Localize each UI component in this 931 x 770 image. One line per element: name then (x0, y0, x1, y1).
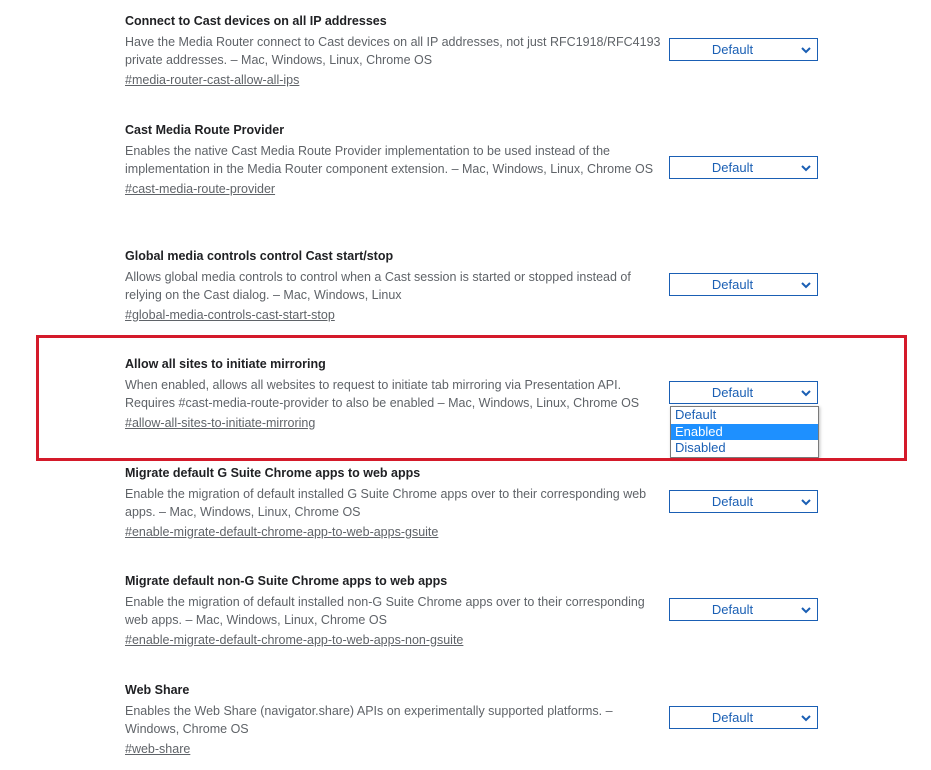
flag-description: Enables the Web Share (navigator.share) APIs on experimentally supported platforms. – Windows, Chrome OS (125, 704, 613, 736)
flag-description: Enables the native Cast Media Route Provider implementation to be used instead of the implementation in the Media Router component extension. – Mac, Windows, Linux, Chrome OS (125, 144, 654, 176)
flag-description: Allows global media controls to control when a Cast session is started or stopped instead of relying on the Cast dialog. – Mac, Windows, Linux (125, 270, 631, 302)
dropdown-option-enabled[interactable]: Enabled (671, 424, 818, 441)
flag-description: Have the Media Router connect to Cast devices on all IP addresses, not just RFC1918/RFC4193 private addresses. – Mac, Windows, Linux, Chrome OS (125, 35, 661, 67)
select-value: Default (711, 160, 754, 175)
flag-description: When enabled, allows all websites to request to initiate tab mirroring via Presentation API. Requires #cast-media-route-provider to also be enabled – Mac, Windows, Linux, Chrome OS (125, 378, 640, 410)
flag-item-media-router-cast-allow-all-ips (125, 13, 665, 89)
flag-permalink[interactable]: #enable-migrate-default-chrome-app-to-web-apps-gsuite (125, 525, 439, 539)
flag-item-enable-migrate-default-chrome-app-to-web-apps-gsuite (125, 465, 665, 541)
flag-select-global-media-controls-cast-start-stop[interactable] (669, 273, 818, 296)
flag-item-global-media-controls-cast-start-stop (125, 248, 665, 324)
chevron-down-icon (799, 43, 813, 57)
flag-permalink[interactable]: #web-share (125, 742, 191, 756)
chevron-down-icon (799, 386, 813, 400)
flag-select-enable-migrate-default-chrome-app-to-web-apps-gsuite[interactable] (669, 490, 818, 513)
flag-select-allow-all-sites-to-initiate-mirroring[interactable] (669, 381, 818, 404)
flag-item-cast-media-route-provider (125, 122, 665, 198)
chevron-down-icon (799, 603, 813, 617)
dropdown-option-disabled[interactable]: Disabled (675, 440, 726, 455)
flag-description: Enable the migration of default installed non-G Suite Chrome apps over to their corresponding web apps. – Mac, Windows, Linux, Chrome OS (125, 595, 645, 627)
chevron-down-icon (799, 495, 813, 509)
flag-title: Migrate default non-G Suite Chrome apps to web apps (125, 574, 448, 588)
select-value: Default (711, 385, 754, 400)
flag-title: Connect to Cast devices on all IP addresses (125, 14, 387, 28)
flag-title: Migrate default G Suite Chrome apps to web apps (125, 466, 421, 480)
flag-select-enable-migrate-default-chrome-app-to-web-apps-non-gsuite[interactable] (669, 598, 818, 621)
chevron-down-icon (799, 711, 813, 725)
flag-select-web-share[interactable] (669, 706, 818, 729)
flag-title: Allow all sites to initiate mirroring (125, 357, 326, 371)
select-value: Default (711, 602, 754, 617)
flag-title: Global media controls control Cast start/stop (125, 249, 394, 263)
flag-permalink[interactable]: #cast-media-route-provider (125, 182, 276, 196)
select-value: Default (711, 42, 754, 57)
flag-item-enable-migrate-default-chrome-app-to-web-apps-non-gsuite (125, 573, 665, 649)
dropdown-option-default[interactable]: Default (675, 407, 717, 422)
flag-permalink[interactable]: #media-router-cast-allow-all-ips (125, 73, 300, 87)
flag-title: Cast Media Route Provider (125, 123, 285, 137)
chevron-down-icon (799, 278, 813, 292)
select-value: Default (711, 277, 754, 292)
flag-select-media-router-cast-allow-all-ips[interactable] (669, 38, 818, 61)
flag-permalink[interactable]: #allow-all-sites-to-initiate-mirroring (125, 416, 316, 430)
select-value: Default (711, 710, 754, 725)
chevron-down-icon (799, 161, 813, 175)
flag-title: Web Share (125, 683, 190, 697)
flag-item-allow-all-sites-to-initiate-mirroring (125, 356, 665, 432)
select-value: Default (711, 494, 754, 509)
flag-permalink[interactable]: #enable-migrate-default-chrome-app-to-web-apps-non-gsuite (125, 633, 464, 647)
select-dropdown-list (670, 406, 819, 458)
flag-select-cast-media-route-provider[interactable] (669, 156, 818, 179)
flag-item-web-share (125, 682, 665, 758)
flag-description: Enable the migration of default installed G Suite Chrome apps over to their corresponding web apps. – Mac, Windows, Linux, Chrome OS (125, 487, 647, 519)
flag-permalink[interactable]: #global-media-controls-cast-start-stop (125, 308, 335, 322)
